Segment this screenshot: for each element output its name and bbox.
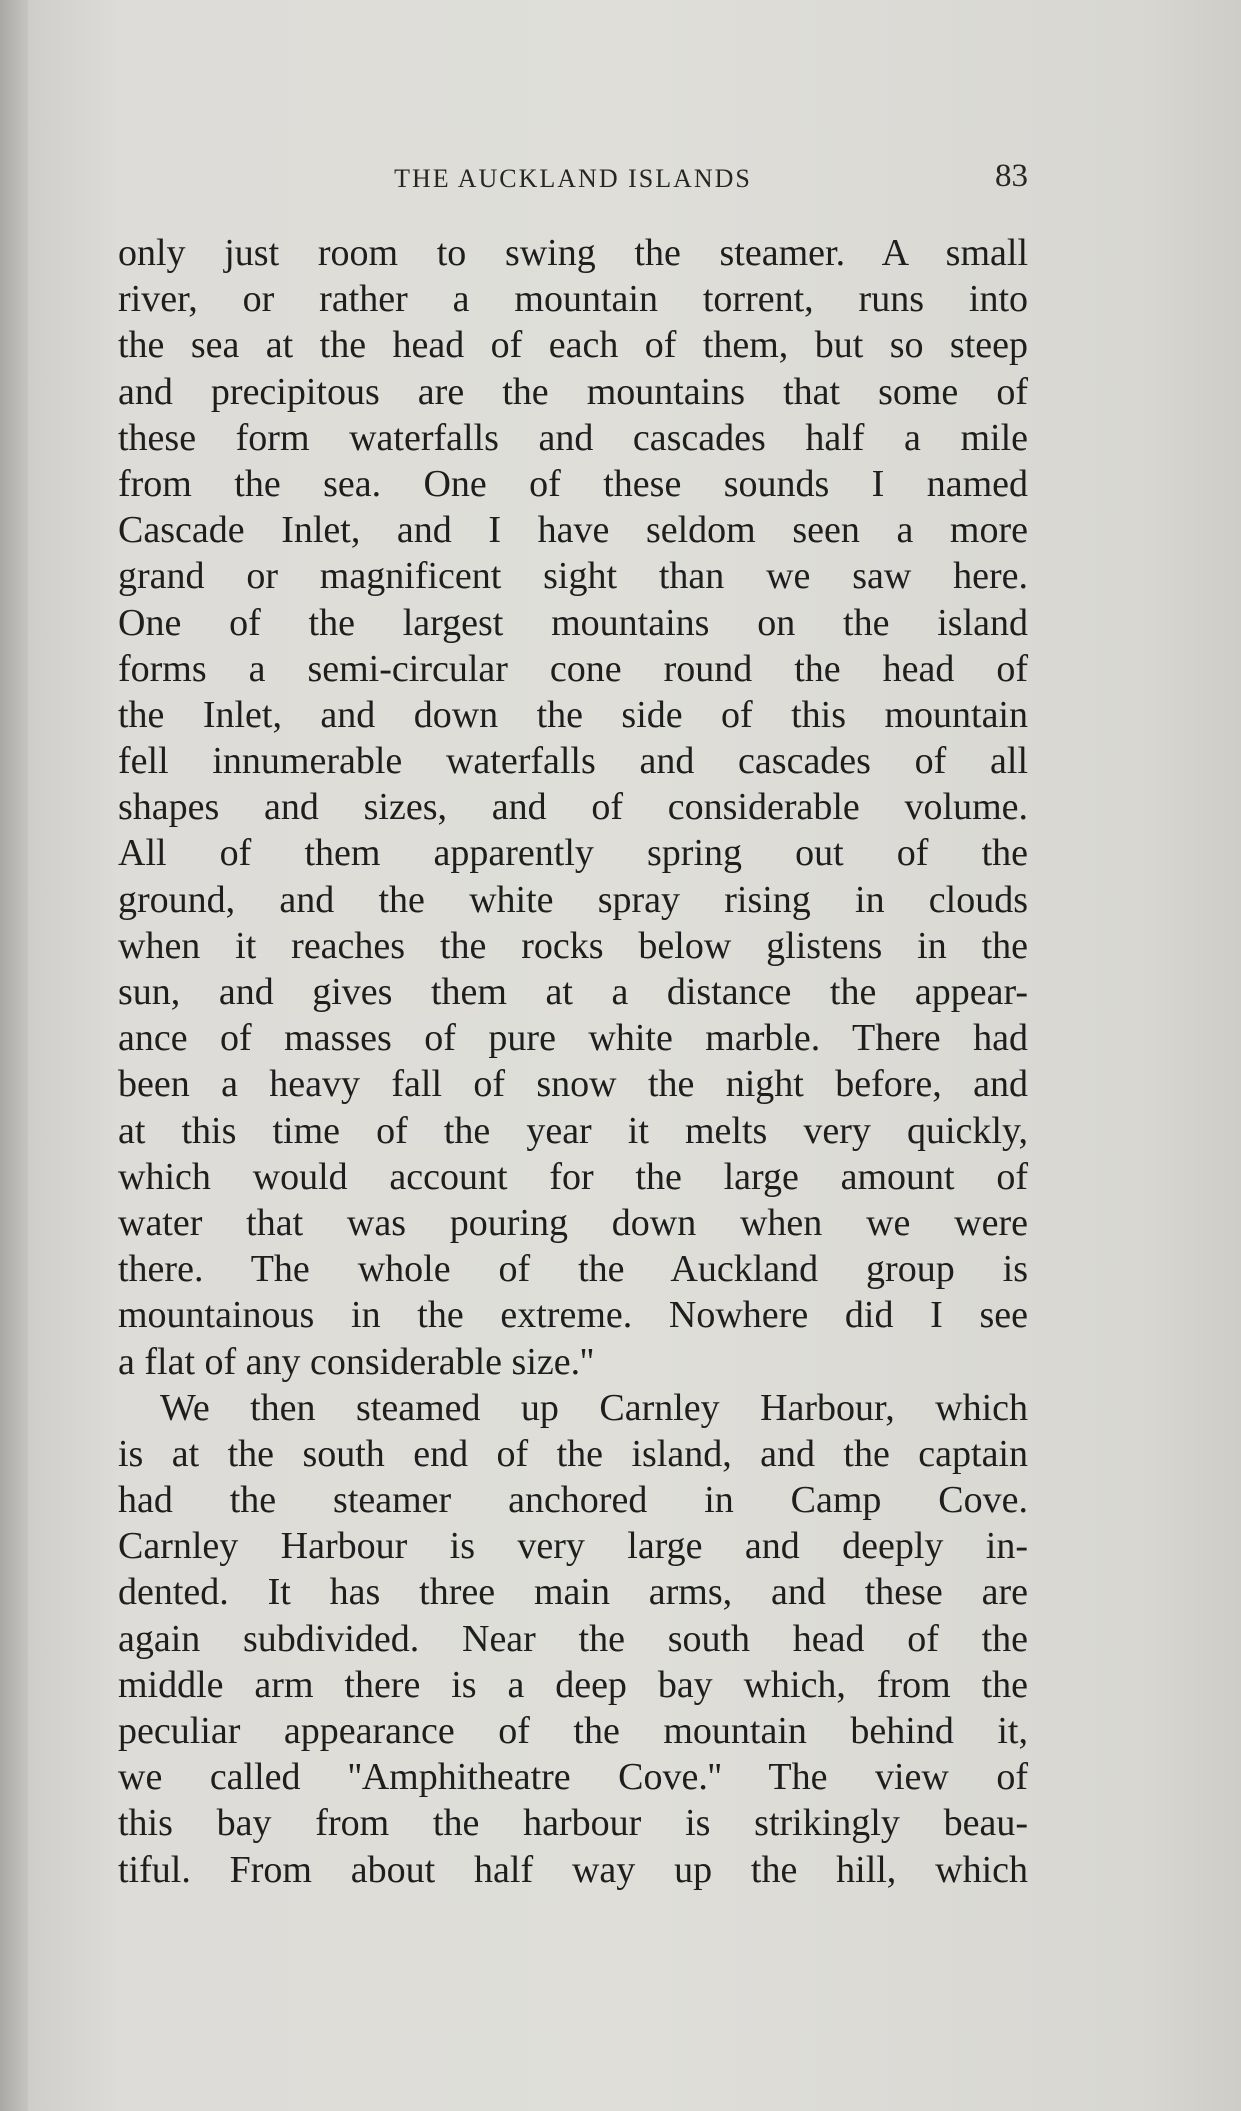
text-line: ground, and the white spray rising in clouds [118,878,1028,921]
text-line: this bay from the harbour is strikingly beau- [118,1802,1028,1845]
text-line: ance of masses of pure white marble. There had [118,1017,1028,1060]
text-line: One of the largest mountains on the island [118,601,1028,644]
text-line: fell innumerable waterfalls and cascades of all [118,740,1028,783]
text-line: tiful. From about half way up the hill, which [118,1848,1028,1891]
text-line: been a heavy fall of snow the night before, and [118,1063,1028,1106]
text-line: we called ''Amphitheatre Cove.'' The view of [118,1756,1028,1799]
paragraph-2 [118,1385,1028,1893]
text-line: when it reaches the rocks below glistens in the [118,924,1028,967]
text-line: had the steamer anchored in Camp Cove. [118,1479,1028,1522]
text-line: grand or magnificent sight than we saw here. [118,555,1028,598]
text-line: Cascade Inlet, and I have seldom seen a more [118,509,1028,552]
text-line: from the sea. One of these sounds I named [118,462,1028,505]
body-text [118,230,1028,1893]
running-title: THE AUCKLAND ISLANDS [394,164,752,193]
text-line: a flat of any considerable size.'' [118,1340,594,1383]
text-line: river, or rather a mountain torrent, runs into [118,278,1028,321]
text-line: middle arm there is a deep bay which, from the [118,1663,1028,1706]
text-line: at this time of the year it melts very quickly, [118,1109,1028,1152]
text-line: Carnley Harbour is very large and deeply in- [118,1525,1028,1568]
text-line: forms a semi-circular cone round the head of [118,647,1028,690]
text-line: mountainous in the extreme. Nowhere did I see [118,1294,1028,1337]
text-line: and precipitous are the mountains that some of [118,370,1028,413]
text-line: All of them apparently spring out of the [118,832,1028,875]
text-line: We then steamed up Carnley Harbour, which [160,1386,1028,1429]
text-line: shapes and sizes, and of considerable volume. [118,786,1028,829]
text-line: there. The whole of the Auckland group is [118,1248,1028,1291]
page-gutter-shadow [0,0,28,2111]
text-line: dented. It has three main arms, and these are [118,1571,1028,1614]
text-line: peculiar appearance of the mountain behind it, [118,1710,1028,1752]
text-line: the sea at the head of each of them, but so steep [118,324,1028,367]
page-header [118,158,1028,198]
text-line: these form waterfalls and cascades half a mile [118,416,1028,459]
text-line: water that was pouring down when we were [118,1201,1028,1244]
paragraph-1 [118,230,1028,1385]
text-line: again subdivided. Near the south head of the [118,1617,1028,1660]
text-line: which would account for the large amount of [118,1155,1028,1198]
text-line: sun, and gives them at a distance the appear- [118,971,1028,1013]
page-number: 83 [995,158,1028,194]
text-line: is at the south end of the island, and the captain [118,1432,1028,1475]
text-line: the Inlet, and down the side of this mountain [118,693,1028,736]
text-line: only just room to swing the steamer. A small [118,232,1028,274]
